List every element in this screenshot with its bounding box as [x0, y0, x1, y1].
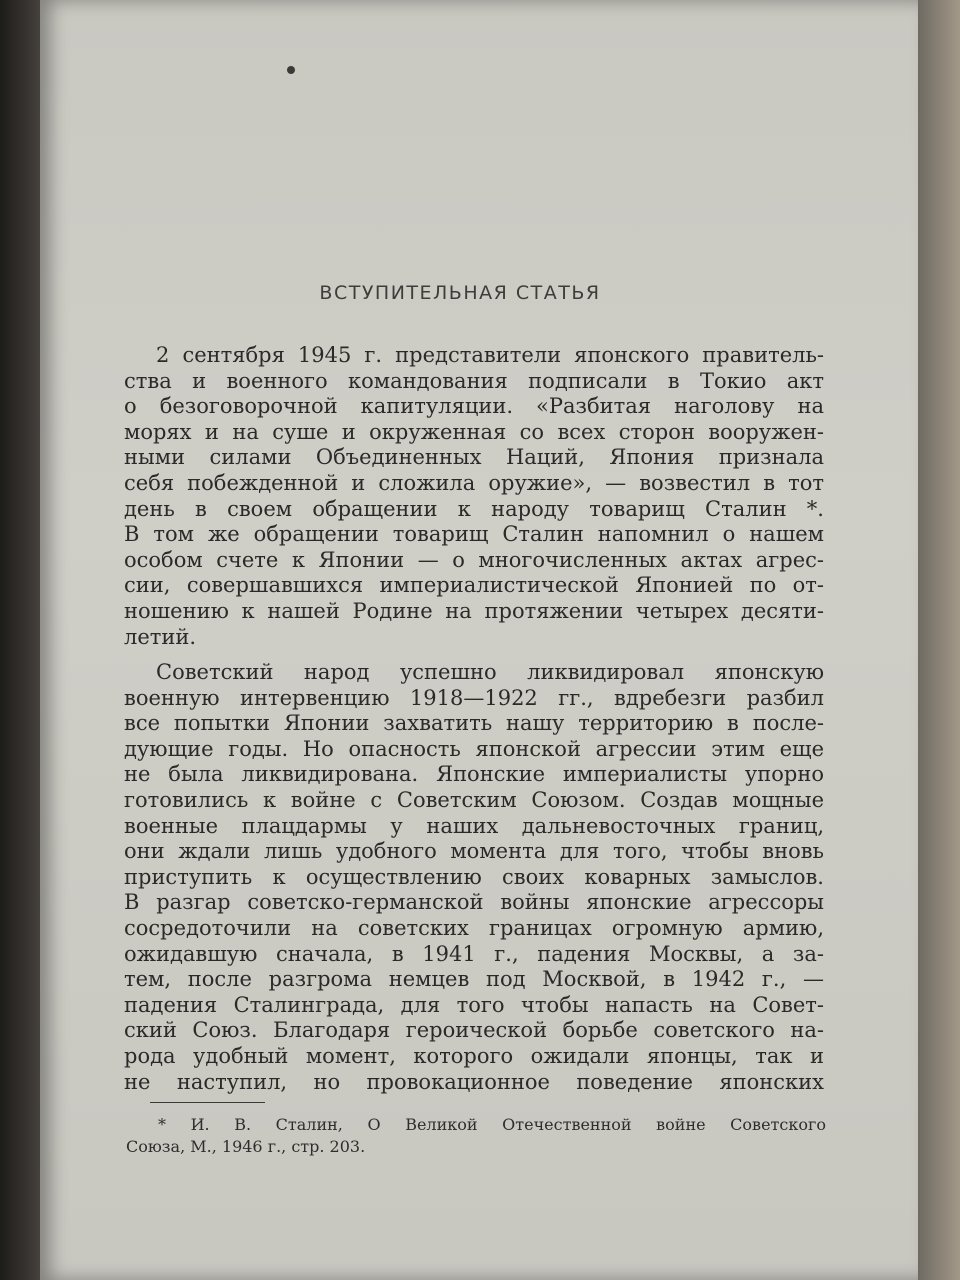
text-line: 2 сентября 1945 г. представители японского правитель-: [156, 343, 824, 367]
text-line: военную интервенцию 1918—1922 гг., вдребезги разбил: [124, 685, 824, 710]
footnote-line: * И. В. Сталин, О Великой Отечественной войне Советского: [158, 1115, 826, 1134]
text-line: они ждали лишь удобного момента для того, чтобы вновь: [124, 839, 824, 864]
text-line: ожидавшую сначала, в 1941 г., падения Москвы, а за-: [124, 941, 824, 966]
chapter-heading: ВСТУПИТЕЛЬНАЯ СТАТЬЯ: [319, 282, 601, 304]
text-line: В том же обращении товарищ Сталин напомнил о нашем: [124, 522, 824, 547]
text-line: не была ликвидирована. Японские империалисты упорно: [124, 762, 824, 787]
footnote-line: Союза, М., 1946 г., стр. 203.: [126, 1137, 366, 1156]
footnote-rule: [150, 1102, 265, 1103]
text-line: В разгар советско-германской войны японские агрессоры: [124, 890, 824, 915]
text-line: особом счете к Японии — о многочисленных актах агрес-: [124, 547, 824, 572]
text-line: готовились к войне с Советским Союзом. Создав мощные: [124, 787, 824, 812]
text-line: день в своем обращении к народу товарищ Сталин *.: [124, 496, 824, 521]
text-line: дующие годы. Но опасность японской агрессии этим еще: [124, 736, 824, 761]
text-line: не наступил, но провокационное поведение японских: [124, 1069, 824, 1094]
text-line: падения Сталинграда, для того чтобы напасть на Совет-: [124, 992, 824, 1017]
book-gutter: [0, 0, 44, 1280]
text-line: морях и на суше и окруженная со всех сторон вооружен-: [124, 419, 824, 444]
ink-speck: [287, 66, 295, 74]
text-line: себя побежденной и сложила оружие», — возвестил в тот: [124, 470, 824, 495]
text-line: ными силами Объединенных Наций, Япония признала: [124, 445, 824, 470]
paragraph-2: [124, 660, 824, 1095]
text-line: о безоговорочной капитуляции. «Разбитая наголову на: [124, 394, 824, 419]
footnote: [126, 1114, 826, 1158]
text-line: приступить к осуществлению своих коварных замыслов.: [124, 864, 824, 889]
text-line: ства и военного командования подписали в Токио акт: [124, 368, 824, 393]
text-line: тем, после разгрома немцев под Москвой, в 1942 г., —: [124, 967, 824, 992]
text-line: все попытки Японии захватить нашу территорию в после-: [124, 711, 824, 736]
page-right-edge: [918, 0, 960, 1280]
text-line: рода удобный момент, которого ожидали японцы, так и: [124, 1043, 824, 1068]
text-line: ский Союз. Благодаря героической борьбе советского на-: [124, 1018, 824, 1043]
text-line: ношению к нашей Родине на протяжении четырех десяти-: [124, 598, 824, 623]
text-line: летий.: [124, 624, 197, 649]
text-line: сосредоточили на советских границах огромную армию,: [124, 915, 824, 940]
text-line: сии, совершавшихся империалистической Японией по от-: [124, 573, 824, 598]
text-line: Советский народ успешно ликвидировал японскую: [156, 660, 824, 684]
paragraph-1: [124, 343, 824, 650]
text-line: военные плацдармы у наших дальневосточных границ,: [124, 813, 824, 838]
